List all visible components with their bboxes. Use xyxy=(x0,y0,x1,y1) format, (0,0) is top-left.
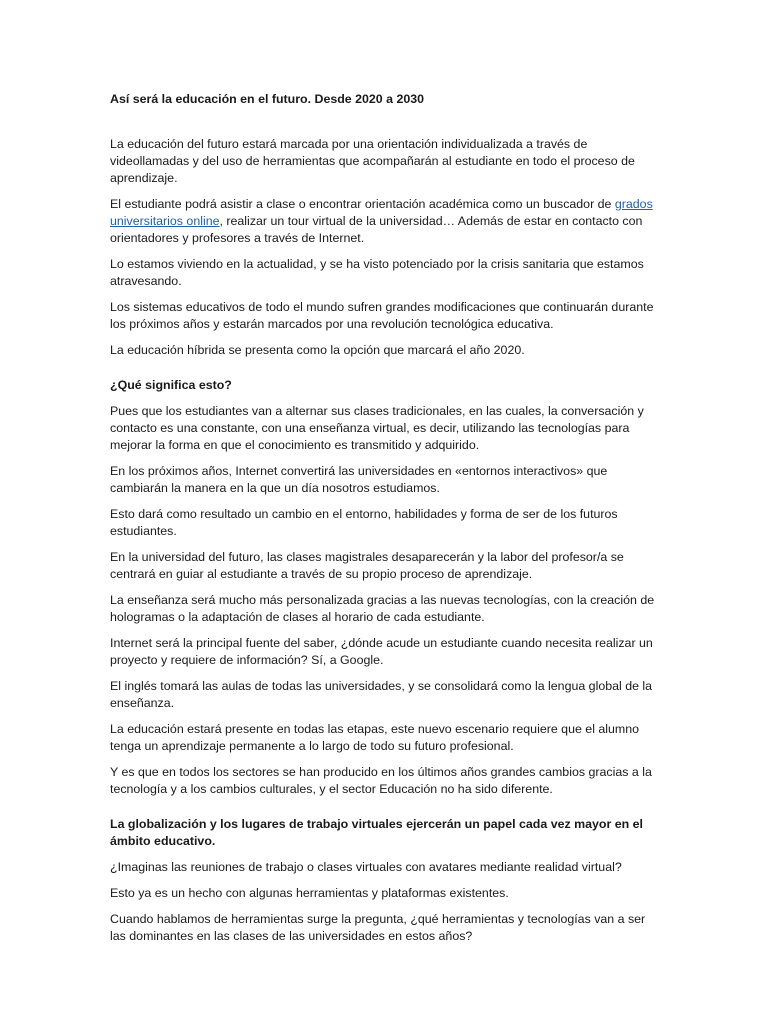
paragraph: Esto dará como resultado un cambio en el entorno, habilidades y forma de ser de los futuros estudiantes. xyxy=(110,507,618,538)
section-heading: ¿Qué significa esto? xyxy=(110,378,232,392)
paragraph-text: , realizar un tour virtual de la universidad… Además de estar en contacto con orientadores y profesores a través de Internet. xyxy=(110,214,643,245)
paragraph: Cuando hablamos de herramientas surge la pregunta, ¿qué herramientas y tecnologías van a ser las dominantes en las clases de las universidades en estos años? xyxy=(110,912,646,943)
paragraph: La enseñanza será mucho más personalizada gracias a las nuevas tecnologías, con la creación de hologramas o la adaptación de clases al horario de cada estudiante. xyxy=(110,593,655,624)
paragraph: Los sistemas educativos de todo el mundo sufren grandes modificaciones que continuarán durante los próximos años y estarán marcados por una revolución tecnológica educativa. xyxy=(110,300,654,331)
paragraph: Internet será la principal fuente del saber, ¿dónde acude un estudiante cuando necesita realizar un proyecto y requiere de información? Sí, a Google. xyxy=(110,636,653,667)
paragraph: En la universidad del futuro, las clases magistrales desaparecerán y la labor del profesor/a se centrará en guiar al estudiante a través de su propio proceso de aprendizaje. xyxy=(110,550,624,581)
paragraph: La educación del futuro estará marcada por una orientación individualizada a través de videollamadas y del uso de herramientas que acompañarán al estudiante en todo el proceso de aprendizaje. xyxy=(110,137,635,185)
paragraph: En los próximos años, Internet convertirá las universidades en «entornos interactivos» que cambiarán la manera en la que un día nosotros estudiamos. xyxy=(110,464,608,495)
paragraph: La educación híbrida se presenta como la opción que marcará el año 2020. xyxy=(110,343,525,357)
document-page xyxy=(110,91,660,954)
paragraph: La educación estará presente en todas las etapas, este nuevo escenario requiere que el alumno tenga un aprendizaje permanente a lo largo de todo su futuro profesional. xyxy=(110,722,640,753)
paragraph: Esto ya es un hecho con algunas herramientas y plataformas existentes. xyxy=(110,886,509,900)
section-heading: La globalización y los lugares de trabajo virtuales ejercerán un papel cada vez mayor en el ámbito educativo. xyxy=(110,817,643,848)
paragraph: ¿Imaginas las reuniones de trabajo o clases virtuales con avatares mediante realidad virtual? xyxy=(110,860,622,874)
paragraph-with-link xyxy=(110,196,660,247)
paragraph: Pues que los estudiantes van a alternar sus clases tradicionales, en las cuales, la conversación y contacto es una constante, con una enseñanza virtual, es decir, utilizando las tecnologías para mejorar la forma en que el conocimiento es transmitido y adquirido. xyxy=(110,404,644,452)
paragraph-text: El estudiante podrá asistir a clase o encontrar orientación académica como un buscador de xyxy=(110,197,615,211)
paragraph: Lo estamos viviendo en la actualidad, y se ha visto potenciado por la crisis sanitaria que estamos atravesando. xyxy=(110,257,644,288)
paragraph: Y es que en todos los sectores se han producido en los últimos años grandes cambios gracias a la tecnología y a los cambios culturales, y el sector Educación no ha sido diferente. xyxy=(110,765,652,796)
grados-universitarios-link[interactable]: grados universitarios online xyxy=(110,197,653,228)
document-title: Así será la educación en el futuro. Desde 2020 a 2030 xyxy=(110,92,425,106)
paragraph: El inglés tomará las aulas de todas las universidades, y se consolidará como la lengua global de la enseñanza. xyxy=(110,679,653,710)
